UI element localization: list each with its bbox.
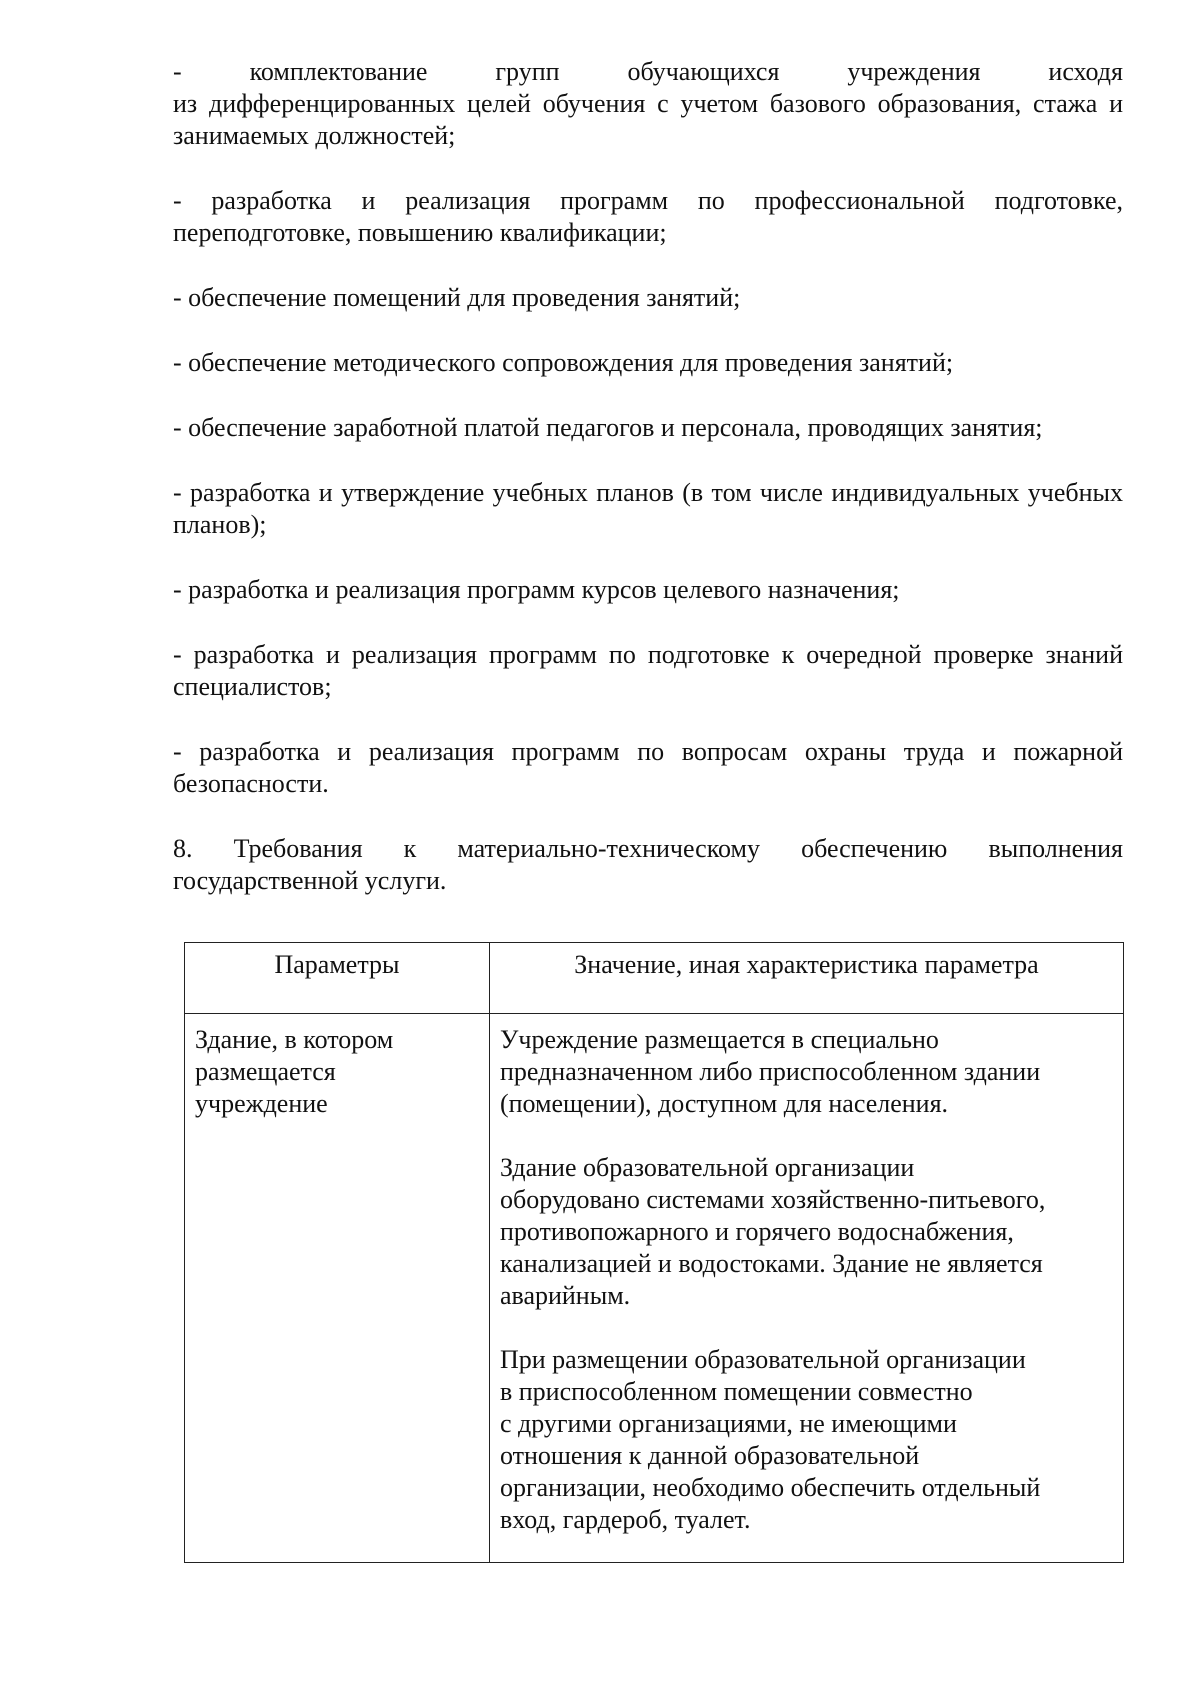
table-header-value: Значение, иная характеристика параметра — [489, 943, 1123, 1014]
value-line: организации, необходимо обеспечить отдельный — [499, 1473, 1041, 1502]
list-item-target-courses: - разработка и реализация программ курсов целевого назначения; — [173, 575, 900, 604]
list-item-methodical-support: - обеспечение методического сопровождения для проведения занятий; — [173, 348, 954, 377]
value-line: отношения к данной образовательной — [499, 1441, 920, 1470]
value-line: аварийным. — [499, 1281, 631, 1310]
table-cell-value — [489, 1014, 1123, 1563]
value-line: предназначенном либо приспособленном здании — [499, 1057, 1041, 1086]
list-item-staffing — [173, 56, 1123, 152]
value-paragraph — [500, 1344, 1113, 1536]
value-line: канализацией и водостоками. Здание не является — [499, 1249, 1043, 1278]
value-line: с другими организациями, не имеющими — [499, 1409, 957, 1438]
list-item-continuation: из дифференцированных целей обучения с учетом базового образования, стажа и занимаемых должностей; — [173, 89, 1123, 150]
table-header-row — [185, 943, 1124, 1014]
table-row — [185, 1014, 1124, 1563]
list-item-premises: - обеспечение помещений для проведения занятий; — [173, 283, 741, 312]
table-cell-parameter — [185, 1014, 490, 1563]
table-header-parameters: Параметры — [185, 943, 490, 1014]
list-item-study-plans: - разработка и утверждение учебных планов (в том числе индивидуальных учебных планов); — [173, 478, 1123, 539]
list-item-salary: - обеспечение заработной платой педагогов и персонала, проводящих занятия; — [173, 413, 1043, 442]
value-paragraph — [500, 1024, 1113, 1120]
value-line: противопожарного и горячего водоснабжения, — [499, 1217, 1014, 1246]
list-item-knowledge-check: - разработка и реализация программ по подготовке к очередной проверке знаний специалистов; — [173, 640, 1123, 701]
value-line: вход, гардероб, туалет. — [499, 1505, 751, 1534]
document-page — [173, 56, 1123, 931]
parameter-line: Здание, в котором — [195, 1025, 394, 1054]
section-heading: 8. Требования к материально-техническому обеспечению выполнения государственной услуги. — [173, 834, 1123, 895]
value-line: (помещении), доступном для населения. — [499, 1089, 949, 1118]
value-line: Здание образовательной организации — [499, 1153, 915, 1182]
value-line: При размещении образовательной организации — [499, 1345, 1026, 1374]
parameters-table — [184, 942, 1124, 1563]
value-line: Учреждение размещается в специально — [499, 1025, 939, 1054]
list-item-first-line: - комплектование групп обучающихся учреждения исходя — [173, 57, 1123, 86]
value-line: оборудовано системами хозяйственно-питьевого, — [499, 1185, 1046, 1214]
value-line: в приспособленном помещении совместно — [499, 1377, 973, 1406]
parameter-line: учреждение — [195, 1089, 328, 1118]
value-paragraph — [500, 1152, 1113, 1312]
list-item-programs: - разработка и реализация программ по профессиональной подготовке, переподготовке, повышению квалификации; — [173, 186, 1123, 247]
parameter-line: размещается — [195, 1057, 336, 1086]
list-item-safety: - разработка и реализация программ по вопросам охраны труда и пожарной безопасности. — [173, 737, 1123, 798]
